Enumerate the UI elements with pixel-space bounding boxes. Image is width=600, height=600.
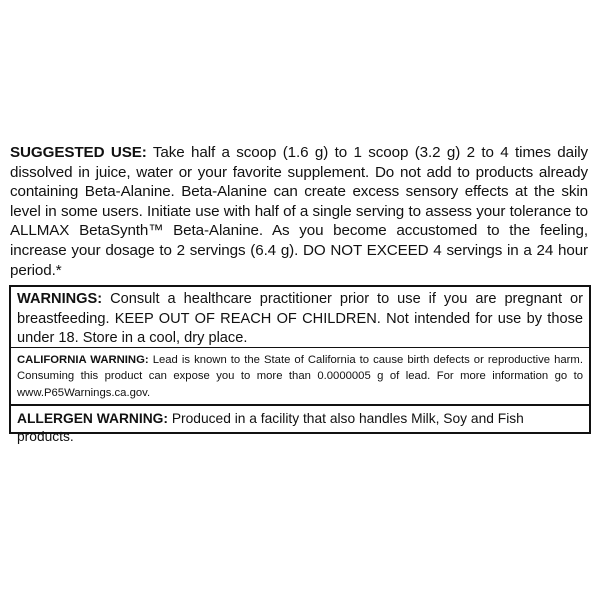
suggested-use-paragraph <box>10 143 588 280</box>
warnings-box <box>9 285 591 348</box>
california-warning-paragraph <box>17 352 583 401</box>
allergen-warning-heading: ALLERGEN WARNING: <box>17 411 168 426</box>
suggested-use-text: Take half a scoop (1.6 g) to 1 scoop (3.2 g) 2 to 4 times daily dissolved in juice, water or your favorite supplement. Do not add to products already containing Beta-Alanine. Beta-Alanine can create excess sensory effects at the skin level in some users. Initiate use with half of a single serving to assess your tolerance to ALLMAX BetaSynth™ Beta-Alanine. As you become accustomed to the feeling, increase your dosage to 2 servings (6.4 g). DO NOT EXCEED 4 servings in a 24 hour period.* <box>10 144 588 279</box>
warnings-paragraph <box>17 290 583 349</box>
allergen-warning-box <box>9 405 591 444</box>
california-warning-text: Lead is known to the State of California to cause birth defects or reproductive harm. Consuming this product can expose you to more than 0.0000005 g of lead. For more information go to www.P65Warnings.ca.gov. <box>17 354 583 399</box>
allergen-warning-text: Produced in a facility that also handles Milk, Soy and Fish products. <box>17 411 524 444</box>
california-warning-heading: CALIFORNIA WARNING: <box>17 354 149 366</box>
allergen-warning-paragraph <box>17 410 583 446</box>
warnings-text: Consult a healthcare practitioner prior to use if you are pregnant or breastfeeding. KEEP OUT OF REACH OF CHILDREN. Not intended for use by those under 18. Store in a cool, dry place. <box>17 291 583 346</box>
california-warning-box <box>9 347 591 405</box>
warnings-heading: WARNINGS: <box>17 291 103 307</box>
suggested-use-heading: SUGGESTED USE: <box>10 144 147 161</box>
